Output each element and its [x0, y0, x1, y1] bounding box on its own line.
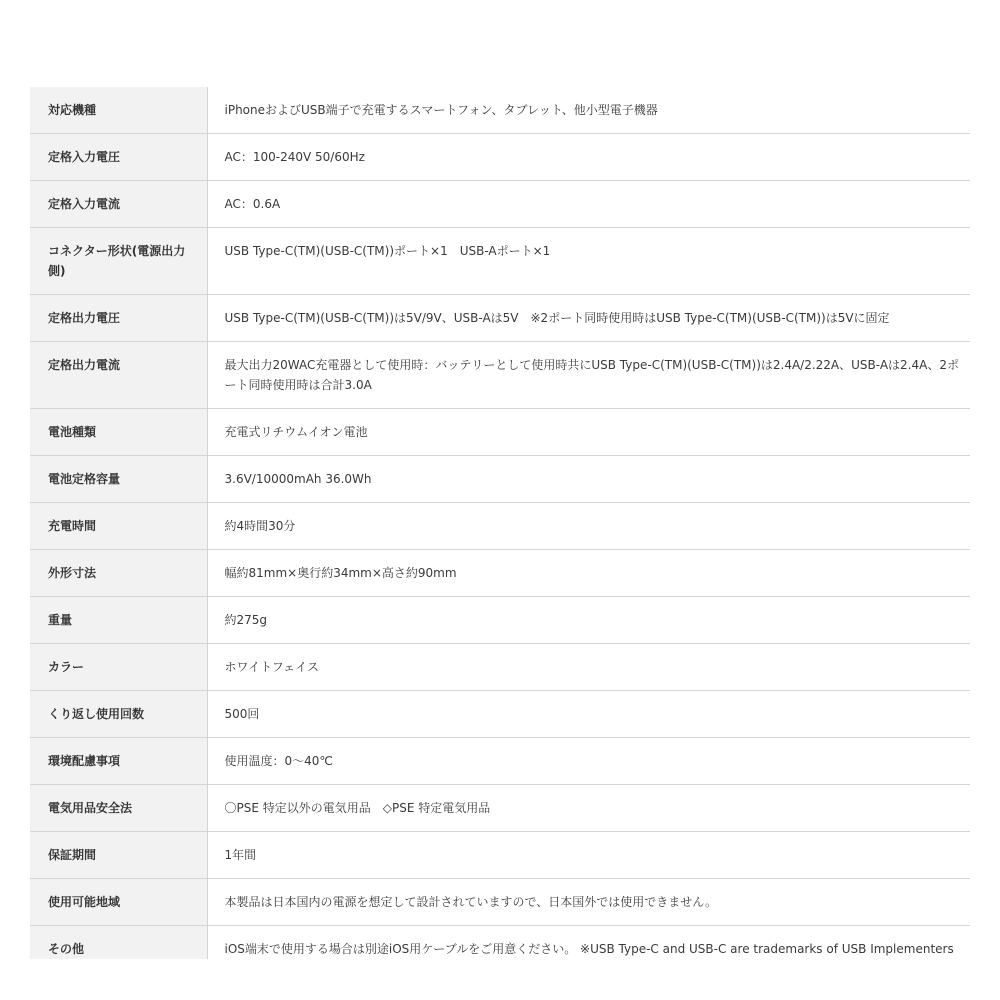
spec-label: 定格出力電圧 [30, 295, 207, 342]
spec-row-battery-capacity [30, 456, 970, 503]
spec-label: 定格入力電流 [30, 181, 207, 228]
spec-value: 1年間 [207, 832, 970, 879]
spec-row-dimensions [30, 550, 970, 597]
spec-label: 電池定格容量 [30, 456, 207, 503]
spec-row-rated-input-current [30, 181, 970, 228]
spec-value: 最大出力20WAC充電器として使用時：バッテリーとして使用時共にUSB Type-C(TM)(USB-C(TM))は2.4A/2.22A、USB-Aは2.4A、2ポート同時使用時は合計3.0A [207, 342, 970, 409]
spec-row-compatible-devices [30, 87, 970, 134]
spec-row-rated-input-voltage [30, 134, 970, 181]
spec-label: 充電時間 [30, 503, 207, 550]
spec-value: AC：100-240V 50/60Hz [207, 134, 970, 181]
spec-row-weight [30, 597, 970, 644]
spec-row-charging-time [30, 503, 970, 550]
spec-value: 本製品は日本国内の電源を想定して設計されていますので、日本国外では使用できません。 [207, 879, 970, 926]
spec-label: 使用可能地域 [30, 879, 207, 926]
spec-label: 定格入力電圧 [30, 134, 207, 181]
spec-label: コネクター形状(電源出力側) [30, 228, 207, 295]
spec-value: 〇PSE 特定以外の電気用品 ◇PSE 特定電気用品 [207, 785, 970, 832]
spec-value: iOS端末で使用する場合は別途iOS用ケーブルをご用意ください。 ※USB Type-C and USB-C are trademarks of USB Implementers [207, 926, 970, 960]
spec-label: 電気用品安全法 [30, 785, 207, 832]
spec-label: 保証期間 [30, 832, 207, 879]
spec-value: 500回 [207, 691, 970, 738]
spec-value: AC：0.6A [207, 181, 970, 228]
spec-row-cycle-count [30, 691, 970, 738]
spec-value: ホワイトフェイス [207, 644, 970, 691]
spec-label: 重量 [30, 597, 207, 644]
spec-row-other [30, 926, 970, 960]
spec-label: カラー [30, 644, 207, 691]
spec-value: 充電式リチウムイオン電池 [207, 409, 970, 456]
spec-row-battery-type [30, 409, 970, 456]
spec-value: iPhoneおよびUSB端子で充電するスマートフォン、タブレット、他小型電子機器 [207, 87, 970, 134]
spec-label: くり返し使用回数 [30, 691, 207, 738]
spec-row-environment [30, 738, 970, 785]
spec-value: USB Type-C(TM)(USB-C(TM))は5V/9V、USB-Aは5V ※2ポート同時使用時はUSB Type-C(TM)(USB-C(TM))は5Vに固定 [207, 295, 970, 342]
spec-value: USB Type-C(TM)(USB-C(TM))ポート×1 USB-Aポート×1 [207, 228, 970, 295]
spec-label: その他 [30, 926, 207, 960]
spec-row-rated-output-current [30, 342, 970, 409]
spec-label: 定格出力電流 [30, 342, 207, 409]
spec-label: 電池種類 [30, 409, 207, 456]
spec-label: 環境配慮事項 [30, 738, 207, 785]
spec-table [30, 87, 970, 959]
spec-value: 約4時間30分 [207, 503, 970, 550]
spec-row-rated-output-voltage [30, 295, 970, 342]
spec-value: 幅約81mm×奥行約34mm×高さ約90mm [207, 550, 970, 597]
spec-label: 対応機種 [30, 87, 207, 134]
spec-row-connector-shape [30, 228, 970, 295]
spec-row-electrical-safety-law [30, 785, 970, 832]
spec-row-usable-region [30, 879, 970, 926]
spec-value: 3.6V/10000mAh 36.0Wh [207, 456, 970, 503]
spec-value: 使用温度：0～40℃ [207, 738, 970, 785]
spec-value: 約275g [207, 597, 970, 644]
spec-row-warranty [30, 832, 970, 879]
spec-label: 外形寸法 [30, 550, 207, 597]
spec-row-color [30, 644, 970, 691]
